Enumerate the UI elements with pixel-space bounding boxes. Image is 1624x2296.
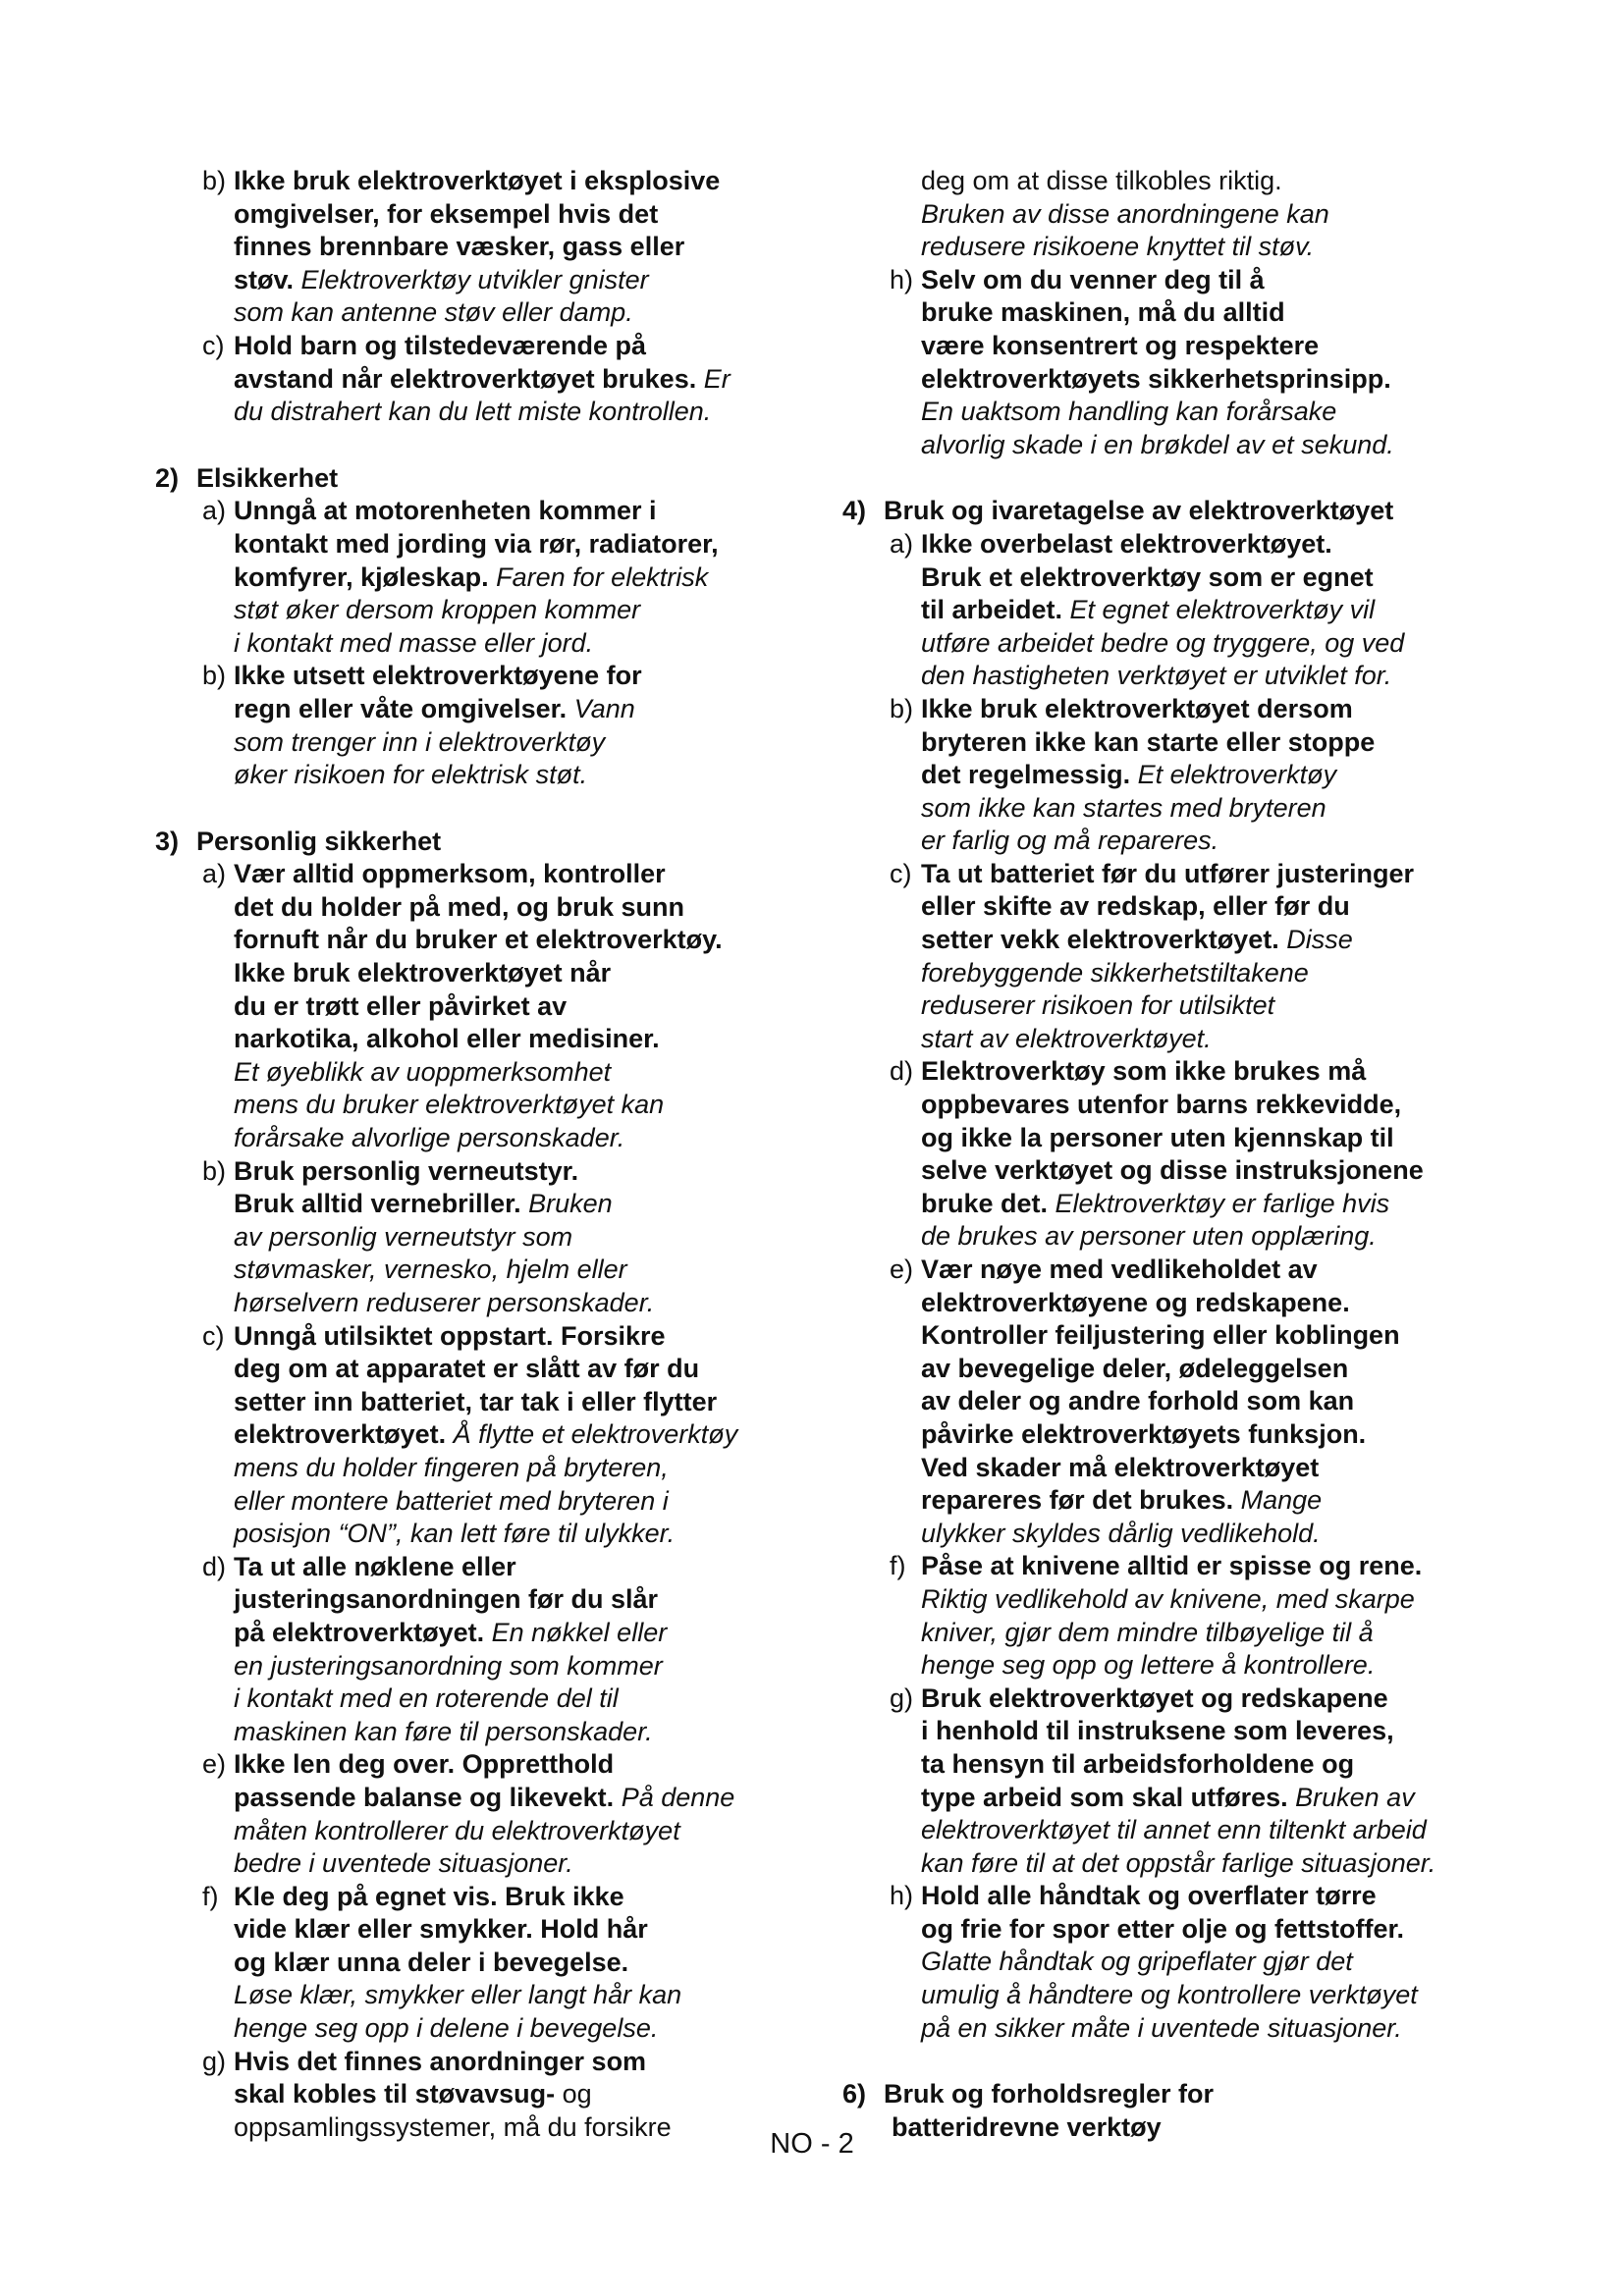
italic-text: Bruken av (1287, 1782, 1415, 1812)
italic-text: av personlig verneutstyr som (234, 1221, 573, 1252)
text-line (921, 1484, 1490, 1518)
italic-text: forårsake alvorlige personskader. (234, 1123, 625, 1153)
text-line (921, 1089, 1490, 1122)
list-item (155, 495, 803, 660)
bold-text: setter vekk elektroverktøyet. (921, 925, 1279, 955)
text-line (234, 891, 803, 925)
text-line (234, 1551, 803, 1584)
text-line (234, 330, 803, 363)
text-line (921, 792, 1490, 826)
bold-text: Ikke bruk elektroverktøyet når (234, 958, 612, 988)
text-line (921, 429, 1490, 462)
italic-text: Er (696, 363, 731, 394)
italic-text: eller montere batteriet med bryteren i (234, 1485, 669, 1516)
italic-text: redusere risikoene knyttet til støv. (921, 232, 1315, 262)
italic-text: som kan antenne støv eller damp. (234, 297, 633, 328)
text-line (234, 1485, 803, 1519)
text-line (234, 1155, 803, 1189)
text-line (921, 1617, 1490, 1650)
plain-text: deg om at disse tilkobles riktig. (921, 166, 1282, 195)
text-line (234, 990, 803, 1024)
section-title-text: Bruk og ivaretagelse av elektroverktøyet (884, 496, 1394, 526)
italic-text: Mange (1233, 1485, 1323, 1516)
bold-text: vide klær eller smykker. Hold hår (234, 1914, 648, 1945)
section-number: 2) (155, 462, 180, 493)
item-label: d) (202, 1551, 227, 1581)
bold-text: ta hensyn til arbeidsforholdene og (921, 1748, 1355, 1779)
italic-text: kniver, gjør dem mindre tilbøyelige til å (921, 1617, 1374, 1647)
bold-text: Ta ut alle nøklene eller (234, 1551, 516, 1581)
list-item (155, 1748, 803, 1880)
italic-text: støvmasker, vernesko, hjelm eller (234, 1255, 627, 1285)
bold-text: Selv om du venner deg til å (921, 264, 1265, 294)
text-line (234, 231, 803, 264)
bold-text: skal kobles til støvavsug- (234, 2079, 556, 2109)
text-line (234, 1188, 803, 1221)
text-line (921, 924, 1490, 957)
text-line (234, 1023, 803, 1056)
text-line (921, 1452, 1490, 1485)
text-line (234, 1583, 803, 1617)
text-line (921, 528, 1490, 561)
item-label: h) (890, 1881, 914, 1911)
italic-text: bedre i uventede situasjoner. (234, 1848, 573, 1879)
text-line (921, 1550, 1490, 1583)
italic-text: En uaktsom handling kan forårsake (921, 397, 1337, 427)
bold-text: og ikke la personer uten kjennskap til (921, 1122, 1394, 1152)
text-line (921, 2012, 1490, 2046)
list-item (155, 165, 803, 330)
text-line (921, 165, 1490, 198)
bold-text: omgivelser, for eksempel hvis det (234, 198, 659, 229)
item-label: e) (890, 1255, 914, 1284)
section-title (842, 495, 1490, 528)
italic-text: den hastigheten verktøyet er utviklet for. (921, 661, 1392, 691)
italic-text: mens du bruker elektroverktøyet kan (234, 1090, 665, 1120)
item-label: c) (890, 858, 912, 888)
italic-text: maskinen kan føre til personskader. (234, 1716, 653, 1746)
list-item (155, 330, 803, 429)
bold-text: elektroverktøyet. (234, 1419, 447, 1450)
item-label: b) (202, 166, 227, 195)
text-line (921, 726, 1490, 760)
text-line (921, 1715, 1490, 1748)
text-line (921, 759, 1490, 792)
text-line (234, 296, 803, 330)
text-line (234, 396, 803, 429)
list-item (155, 660, 803, 791)
italic-text: posisjon “ON”, kan lett føre til ulykker. (234, 1519, 676, 1549)
list-item (842, 1682, 1490, 1881)
text-line (234, 1221, 803, 1255)
italic-text: umulig å håndtere og kontrollere verktøyet (921, 1980, 1418, 2010)
italic-text: elektroverktøyet til annet enn tiltenkt arbeid (921, 1815, 1427, 1845)
text-line (234, 2046, 803, 2079)
bold-text: Ikke bruk elektroverktøyet i eksplosive (234, 166, 721, 195)
item-label: a) (202, 859, 227, 889)
text-line (234, 1782, 803, 1815)
bold-text: Hvis det finnes anordninger som (234, 2046, 647, 2076)
section-number: 4) (842, 496, 867, 526)
text-line (234, 1056, 803, 1090)
italic-text: Riktig vedlikehold av knivene, med skarpe (921, 1583, 1415, 1614)
italic-text: Elektroverktøy utvikler gnister (294, 264, 649, 294)
text-line (921, 1154, 1490, 1188)
italic-text: hørselvern reduserer personskader. (234, 1288, 655, 1317)
text-line (921, 627, 1490, 661)
text-line (921, 957, 1490, 990)
text-line (921, 1287, 1490, 1320)
italic-text: Disse (1278, 925, 1353, 955)
text-line (921, 1979, 1490, 2012)
item-label: a) (202, 496, 227, 526)
text-line (921, 1847, 1490, 1881)
italic-text: en justeringsanordning som kommer (234, 1650, 663, 1681)
bold-text: oppbevares utenfor barns rekkevidde, (921, 1090, 1402, 1120)
text-line (234, 726, 803, 760)
text-line (921, 1055, 1490, 1089)
text-line (234, 1947, 803, 1980)
list-item (842, 1055, 1490, 1254)
italic-text: reduserer risikoen for utilsiktet (921, 990, 1275, 1021)
item-label: b) (202, 1155, 227, 1186)
list-item (842, 264, 1490, 462)
section-title (155, 462, 803, 496)
bold-text: Unngå utilsiktet oppstart. Forsikre (234, 1320, 666, 1351)
item-label: b) (202, 661, 227, 691)
text-line (234, 1386, 803, 1419)
italic-text: støt øker dersom kroppen kommer (234, 595, 641, 625)
text-line (921, 264, 1490, 297)
bold-text: det du holder på med, og bruk sunn (234, 891, 685, 922)
text-line (921, 660, 1490, 693)
text-line (921, 693, 1490, 726)
text-line (234, 2012, 803, 2046)
text-line (234, 1122, 803, 1155)
text-line (234, 1979, 803, 2012)
italic-text: på en sikker måte i uventede situasjoner. (921, 2012, 1402, 2043)
text-line (921, 1353, 1490, 1386)
bold-text: kontakt med jording via rør, radiatorer, (234, 528, 719, 559)
text-line (234, 1353, 803, 1386)
plain-text: oppsamlingssystemer, må du forsikre (234, 2111, 672, 2142)
text-line (921, 561, 1490, 595)
item-label: d) (890, 1056, 914, 1087)
section-title-text: Elsikkerhet (196, 462, 339, 493)
bold-text: Kontroller feiljustering eller koblingen (921, 1320, 1400, 1351)
plain-text: og (555, 2079, 592, 2109)
text-line (921, 396, 1490, 429)
bold-text: bruke det. (921, 1188, 1049, 1218)
italic-text: kan føre til at det oppstår farlige situasjoner. (921, 1847, 1436, 1878)
text-line (234, 528, 803, 561)
text-line (921, 1518, 1490, 1551)
italic-text: i kontakt med masse eller jord. (234, 627, 594, 658)
bold-text: selve verktøyet og disse instruksjonene (921, 1155, 1424, 1186)
list-item (155, 858, 803, 1154)
bold-text: Hold barn og tilstedeværende på (234, 330, 647, 360)
bold-text: Elektroverktøy som ikke brukes må (921, 1056, 1367, 1087)
section-title (155, 826, 803, 859)
list-item (842, 528, 1490, 693)
italic-text: Glatte håndtak og gripeflater gjør det (921, 1947, 1353, 1977)
bold-text: eller skifte av redskap, eller før du (921, 891, 1350, 922)
text-line (234, 495, 803, 528)
bold-text: elektroverktøyene og redskapene. (921, 1287, 1350, 1317)
text-line (921, 1220, 1490, 1254)
list-item (842, 1880, 1490, 2045)
bold-text: justeringsanordningen før du slår (234, 1584, 659, 1615)
italic-text: henge seg opp og lettere å kontrollere. (921, 1650, 1376, 1681)
italic-text: forebyggende sikkerhetstiltakene (921, 957, 1309, 988)
page-number: NO - 2 (770, 2128, 854, 2160)
item-label: f) (890, 1551, 906, 1581)
text-line (234, 1452, 803, 1485)
bold-text: påvirke elektroverktøyets funksjon. (921, 1418, 1367, 1449)
italic-text: Elektroverktøy er farlige hvis (1048, 1188, 1390, 1218)
text-line (921, 1682, 1490, 1716)
bold-text: type arbeid som skal utføres. (921, 1782, 1288, 1812)
italic-text: de brukes av personer uten opplæring. (921, 1221, 1377, 1252)
item-label: a) (890, 528, 914, 559)
bold-text: være konsentrert og respektere (921, 330, 1320, 360)
text-line (921, 1188, 1490, 1221)
section-number: 3) (155, 826, 180, 856)
left-column (155, 165, 803, 2144)
bold-text: finnes brennbare væsker, gass eller (234, 232, 685, 262)
text-line (921, 1814, 1490, 1847)
continued-item (842, 165, 1490, 264)
text-line (234, 1287, 803, 1320)
text-line (234, 594, 803, 627)
italic-text: ulykker skyldes dårlig vedlikehold. (921, 1518, 1321, 1548)
text-line (921, 231, 1490, 264)
text-line (234, 1682, 803, 1716)
italic-text: måten kontrollerer du elektroverktøyet (234, 1815, 680, 1845)
list-item (155, 1881, 803, 2046)
text-line (234, 1847, 803, 1881)
bold-text: Bruk elektroverktøyet og redskapene (921, 1682, 1388, 1713)
italic-text: mens du holder fingeren på bryteren, (234, 1452, 669, 1482)
text-line (234, 1716, 803, 1749)
text-line (234, 660, 803, 693)
text-line (234, 1320, 803, 1354)
bold-text: komfyrer, kjøleskap. (234, 561, 489, 592)
text-line (234, 198, 803, 232)
bold-text: Bruk personlig verneutstyr. (234, 1155, 579, 1186)
bold-text: og klær unna deler i bevegelse. (234, 1947, 629, 1977)
text-line (234, 759, 803, 792)
text-line (921, 1946, 1490, 1979)
section-title-text: batteridrevne verktøy (892, 2111, 1162, 2142)
bold-text: i henhold til instruksene som leveres, (921, 1716, 1394, 1746)
bold-text: passende balanse og likevekt. (234, 1782, 615, 1812)
text-line (921, 1748, 1490, 1782)
item-label: e) (202, 1749, 227, 1780)
text-line (921, 1782, 1490, 1815)
italic-text: Vann (567, 693, 635, 723)
italic-text: Løse klær, smykker eller langt hår kan (234, 1980, 682, 2010)
text-line (921, 198, 1490, 232)
bold-text: støv. (234, 264, 295, 294)
item-label: f) (202, 1881, 219, 1911)
bold-text: det regelmessig. (921, 760, 1131, 790)
text-line (234, 924, 803, 957)
text-line (921, 330, 1490, 363)
italic-text: som ikke kan startes med bryteren (921, 792, 1326, 823)
bold-text: Ikke bruk elektroverktøyet dersom (921, 693, 1353, 723)
text-line (921, 1880, 1490, 1913)
bold-text: av deler og andre forhold som kan (921, 1386, 1355, 1416)
bold-text: Vær nøye med vedlikeholdet av (921, 1255, 1318, 1284)
list-item (155, 1320, 803, 1551)
text-line (234, 957, 803, 990)
bold-text: Ikke len deg over. Oppretthold (234, 1749, 615, 1780)
bold-text: Bruk alltid vernebriller. (234, 1189, 521, 1219)
text-line (921, 989, 1490, 1023)
bold-text: av bevegelige deler, ødeleggelsen (921, 1353, 1349, 1383)
list-item (842, 858, 1490, 1056)
text-line (921, 1254, 1490, 1287)
text-line (921, 594, 1490, 627)
bold-text: Vær alltid oppmerksom, kontroller (234, 859, 666, 889)
text-line (234, 1617, 803, 1650)
text-line (234, 1518, 803, 1551)
text-line (921, 1913, 1490, 1947)
italic-text: i kontakt med en roterende del til (234, 1683, 619, 1714)
italic-text: En nøkkel eller (484, 1617, 668, 1647)
text-line (921, 1418, 1490, 1452)
italic-text: utføre arbeidet bedre og tryggere, og ved (921, 627, 1405, 658)
italic-text: som trenger inn i elektroverktøy (234, 726, 606, 757)
section-title-text: Personlig sikkerhet (196, 826, 442, 856)
text-line (921, 1385, 1490, 1418)
section-number: 6) (842, 2079, 867, 2109)
text-line (921, 1023, 1490, 1056)
text-line (234, 1254, 803, 1287)
bold-text: narkotika, alkohol eller medisiner. (234, 1024, 660, 1054)
text-line (234, 1650, 803, 1683)
bold-text: Påse at knivene alltid er spisse og rene. (921, 1551, 1423, 1581)
bold-text: bruke maskinen, må du alltid (921, 297, 1285, 328)
bold-text: Ikke utsett elektroverktøyene for (234, 661, 642, 691)
bold-text: på elektroverktøyet. (234, 1617, 485, 1647)
item-label: g) (202, 2046, 227, 2076)
italic-text: du distrahert kan du lett miste kontrollen. (234, 397, 712, 427)
bold-text: Ta ut batteriet før du utfører justeringer (921, 858, 1415, 888)
bold-text: og frie for spor etter olje og fettstoffer. (921, 1913, 1405, 1944)
text-line (234, 1089, 803, 1122)
bold-text: Kle deg på egnet vis. Bruk ikke (234, 1881, 624, 1911)
text-line (234, 627, 803, 661)
text-line (234, 165, 803, 198)
text-line (234, 1418, 803, 1452)
bold-text: Bruk et elektroverktøy som er egnet (921, 561, 1374, 592)
italic-text: start av elektroverktøyet. (921, 1023, 1212, 1053)
section-title (842, 2078, 1490, 2111)
text-line (921, 1583, 1490, 1617)
text-line (921, 858, 1490, 891)
bold-text: setter inn batteriet, tar tak i eller flytter (234, 1386, 718, 1416)
text-line (234, 1913, 803, 1947)
list-item (155, 1551, 803, 1749)
item-label: h) (890, 264, 914, 294)
text-line (921, 363, 1490, 397)
text-line (234, 561, 803, 595)
bold-text: elektroverktøyets sikkerhetsprinsipp. (921, 363, 1391, 394)
bold-text: fornuft når du bruker et elektroverktøy. (234, 925, 723, 955)
italic-text: er farlig og må repareres. (921, 826, 1219, 856)
item-label: c) (202, 1320, 225, 1351)
bold-text: Ikke overbelast elektroverktøyet. (921, 528, 1332, 559)
text-line (921, 1649, 1490, 1682)
bold-text: deg om at apparatet er slått av før du (234, 1354, 700, 1384)
text-line (234, 363, 803, 397)
text-line (234, 1748, 803, 1782)
text-line (234, 1881, 803, 1914)
list-item (155, 1155, 803, 1320)
text-line (234, 264, 803, 297)
list-item (842, 1254, 1490, 1550)
text-line (921, 890, 1490, 924)
bold-text: regn eller våte omgivelser. (234, 693, 568, 723)
section-title-text: Bruk og forholdsregler for (884, 2079, 1215, 2109)
italic-text: Bruken (520, 1189, 613, 1219)
right-column (842, 165, 1490, 2144)
item-label: g) (890, 1682, 914, 1713)
italic-text: henge seg opp i delene i bevegelse. (234, 2013, 659, 2044)
italic-text: På denne (614, 1782, 735, 1812)
italic-text: Et elektroverktøy (1130, 760, 1337, 790)
text-line (921, 296, 1490, 330)
bold-text: Hold alle håndtak og overflater tørre (921, 1881, 1377, 1911)
italic-text: alvorlig skade i en brøkdel av et sekund. (921, 429, 1394, 459)
bold-text: du er trøtt eller påvirket av (234, 990, 568, 1021)
item-label: c) (202, 330, 225, 360)
text-line (234, 2078, 803, 2111)
bold-text: bryteren ikke kan starte eller stoppe (921, 726, 1376, 757)
italic-text: øker risikoen for elektrisk støt. (234, 760, 588, 790)
italic-text: Bruken av disse anordningene kan (921, 198, 1329, 229)
italic-text: Et øyeblikk av uoppmerksomhet (234, 1056, 612, 1087)
text-line (921, 1122, 1490, 1155)
text-line (921, 1319, 1490, 1353)
text-line (234, 693, 803, 726)
text-line (921, 825, 1490, 858)
text-line (234, 1815, 803, 1848)
bold-text: avstand når elektroverktøyet brukes. (234, 363, 697, 394)
bold-text: Ved skader må elektroverktøyet (921, 1452, 1320, 1482)
text-line (234, 858, 803, 891)
italic-text: Faren for elektrisk (488, 561, 709, 592)
bold-text: Unngå at motorenheten kommer i (234, 496, 657, 526)
list-item (842, 693, 1490, 858)
italic-text: Å flytte et elektroverktøy (446, 1419, 738, 1450)
bold-text: til arbeidet. (921, 595, 1063, 625)
bold-text: repareres før det brukes. (921, 1485, 1234, 1516)
item-label: b) (890, 693, 914, 723)
italic-text: Et egnet elektroverktøy vil (1062, 595, 1376, 625)
list-item (842, 1550, 1490, 1682)
